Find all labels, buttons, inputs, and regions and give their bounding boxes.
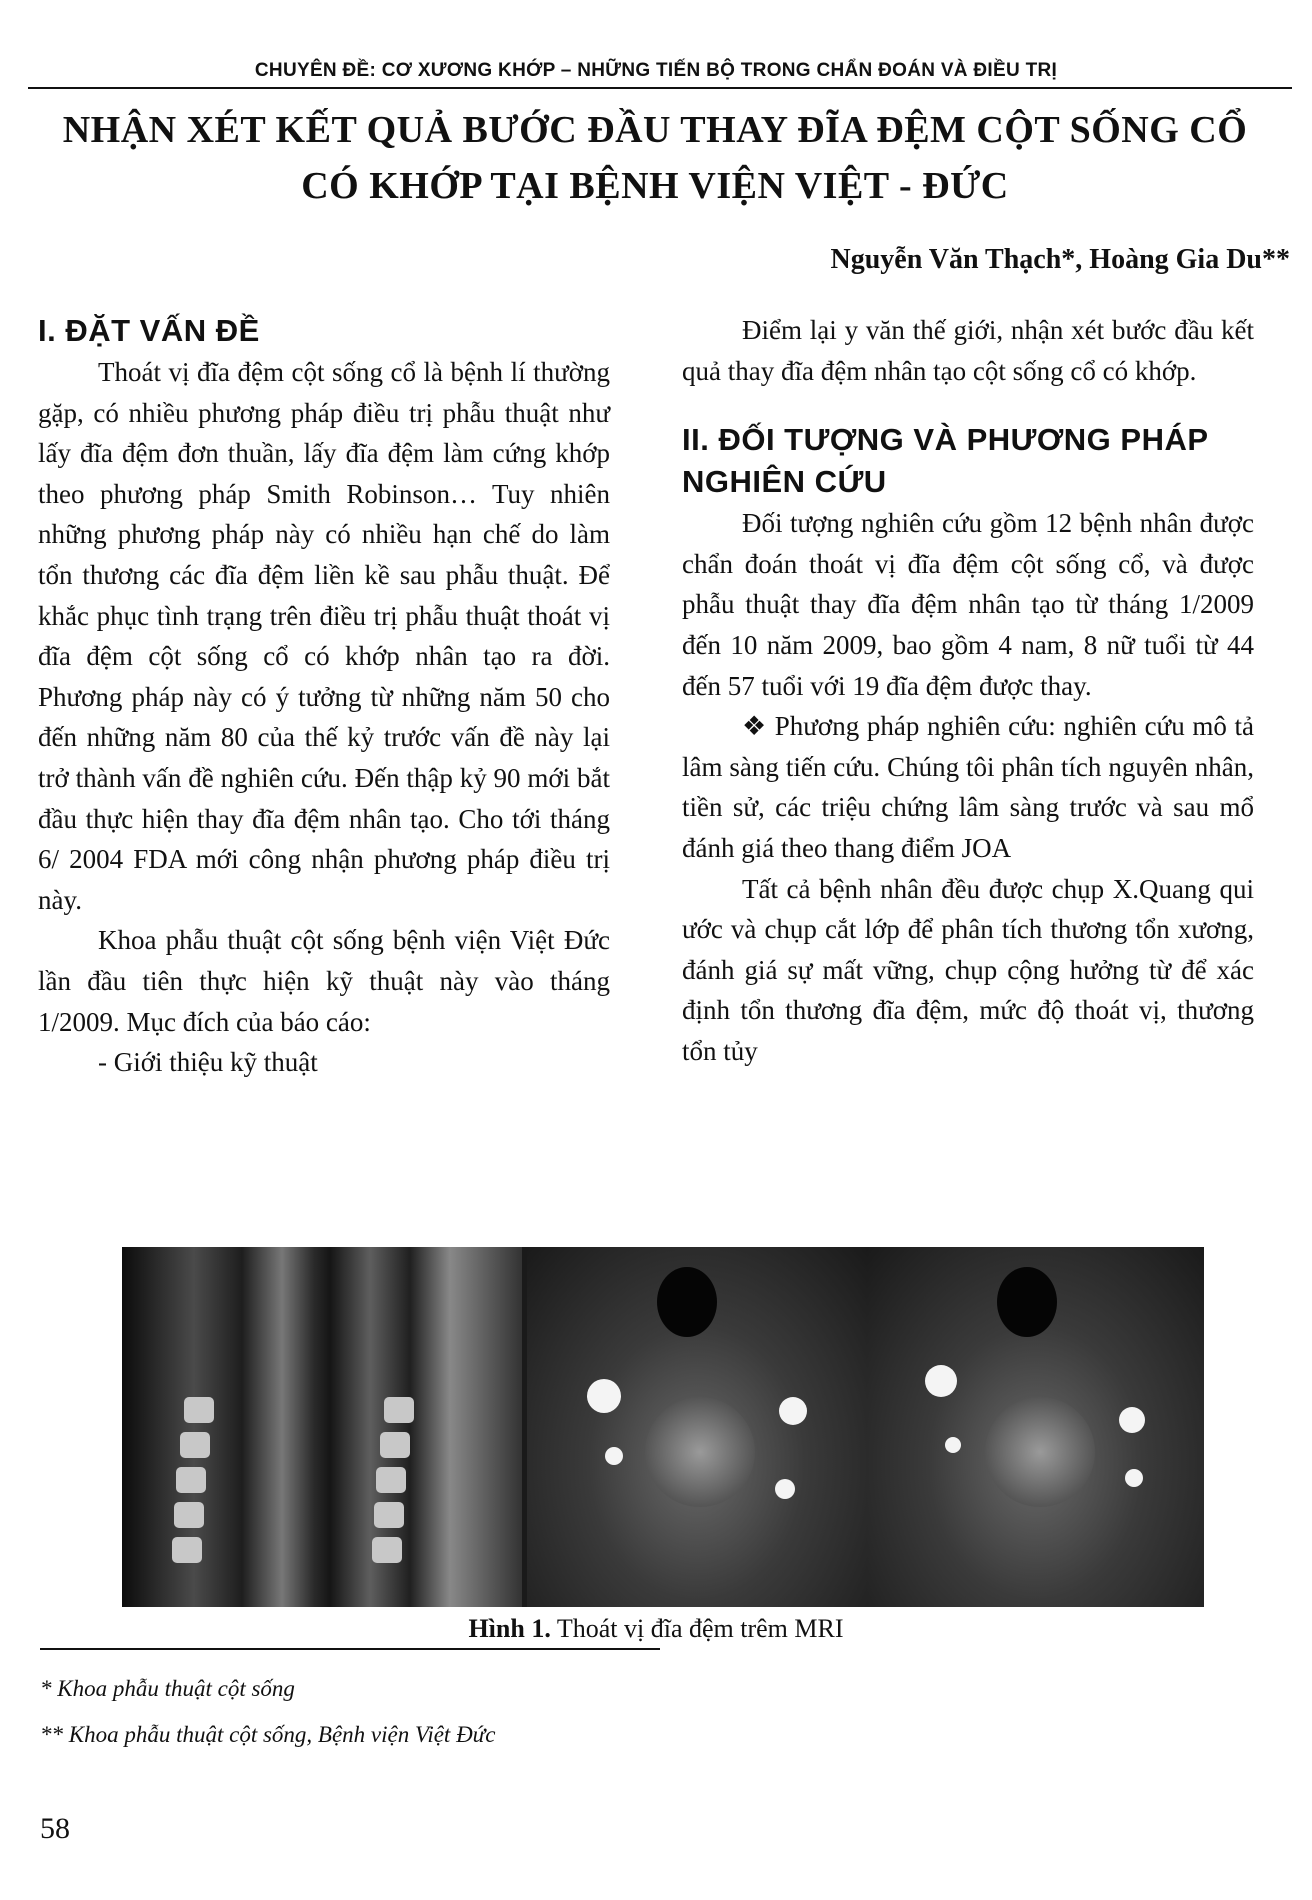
mri-figure — [122, 1247, 1204, 1607]
paragraph: Đối tượng nghiên cứu gồm 12 bệnh nhân được chẩn đoán thoát vị đĩa đệm cột sống cổ, và được phẫu thuật thay đĩa đệm nhân tạo từ tháng 1/2009 đến 10 năm 2009, bao gồm 4 nam, 8 nữ tuổi từ 44 đến 57 tuổi với 19 đĩa đệm được thay. — [682, 508, 1254, 701]
bullet-item: - Giới thiệu kỹ thuật — [98, 1047, 318, 1078]
authors: Nguyễn Văn Thạch*, Hoàng Gia Du** — [830, 244, 1290, 275]
title-line-2: CÓ KHỚP TẠI BỆNH VIỆN VIỆT - ĐỨC — [301, 165, 1009, 207]
footnote-1: * Khoa phẫu thuật cột sống — [40, 1676, 295, 1701]
right-column — [682, 310, 1254, 1072]
article-title — [30, 102, 1280, 214]
footnote-2: ** Khoa phẫu thuật cột sống, Bệnh viện Việt Đức — [40, 1722, 496, 1747]
paragraph: Điểm lại y văn thế giới, nhận xét bước đầu kết quả thay đĩa đệm nhân tạo cột sống cổ có khớp. — [682, 315, 1254, 386]
section-heading-1: I. ĐẶT VẤN ĐỀ — [38, 313, 260, 348]
left-column — [38, 310, 610, 1083]
paragraph: Tất cả bệnh nhân đều được chụp X.Quang qui ước và chụp cắt lớp để phân tích thương tổn xương, đánh giá sự mất vững, chụp cộng hưởng từ để xác định tổn thương đĩa đệm, mức độ thoát vị, thương tổn tủy — [682, 873, 1254, 1066]
header-rule — [28, 87, 1292, 89]
page-number: 58 — [40, 1812, 70, 1845]
figure-caption — [0, 1614, 1312, 1644]
footnote-rule — [40, 1648, 660, 1650]
caption-text: Thoát vị đĩa đệm trêm MRI — [550, 1614, 844, 1643]
paragraph: ❖ Phương pháp nghiên cứu: nghiên cứu mô tả lâm sàng tiến cứu. Chúng tôi phân tích nguyên nhân, tiền sử, các triệu chứng lâm sàng trước và sau mổ đánh giá theo thang điểm JOA — [682, 711, 1254, 863]
paragraph: Thoát vị đĩa đệm cột sống cổ là bệnh lí thường gặp, có nhiều phương pháp điều trị phẫu thuật như lấy đĩa đệm đơn thuần, lấy đĩa đệm làm cứng khớp theo phương pháp Smith Robinson… Tuy nhiên những phương pháp này có nhiều hạn chế do làm tổn thương các đĩa đệm liền kề sau phẫu thuật. Để khắc phục tình trạng trên điều trị phẫu thuật thoát vị đĩa đệm cột sống cổ có khớp nhân tạo ra đời. Phương pháp này có ý tưởng từ những năm 50 cho đến những năm 80 của thế kỷ trước vấn đề này lại trở thành vấn đề nghiên cứu. Đến thập kỷ 90 mới bắt đầu thực hiện thay đĩa đệm nhân tạo. Cho tới tháng 6/ 2004 FDA mới công nhận phương pháp điều trị này. — [38, 357, 610, 915]
running-head: CHUYÊN ĐỀ: CƠ XƯƠNG KHỚP – NHỮNG TIẾN BỘ TRONG CHẨN ĐOÁN VÀ ĐIỀU TRỊ — [254, 60, 1058, 81]
caption-label: Hình 1. — [468, 1614, 551, 1643]
paragraph: Khoa phẫu thuật cột sống bệnh viện Việt Đức lần đầu tiên thực hiện kỹ thuật này vào tháng 1/2009. Mục đích của báo cáo: — [38, 925, 610, 1037]
axial-mri-image — [527, 1247, 867, 1607]
section-heading-2: II. ĐỐI TƯỢNG VÀ PHƯƠNG PHÁP NGHIÊN CỨU — [682, 422, 1208, 500]
sagittal-mri-image — [122, 1247, 522, 1607]
title-line-1: NHẬN XÉT KẾT QUẢ BƯỚC ĐẦU THAY ĐĨA ĐỆM CỘT SỐNG CỔ — [62, 109, 1248, 151]
axial-mri-image — [867, 1247, 1204, 1607]
